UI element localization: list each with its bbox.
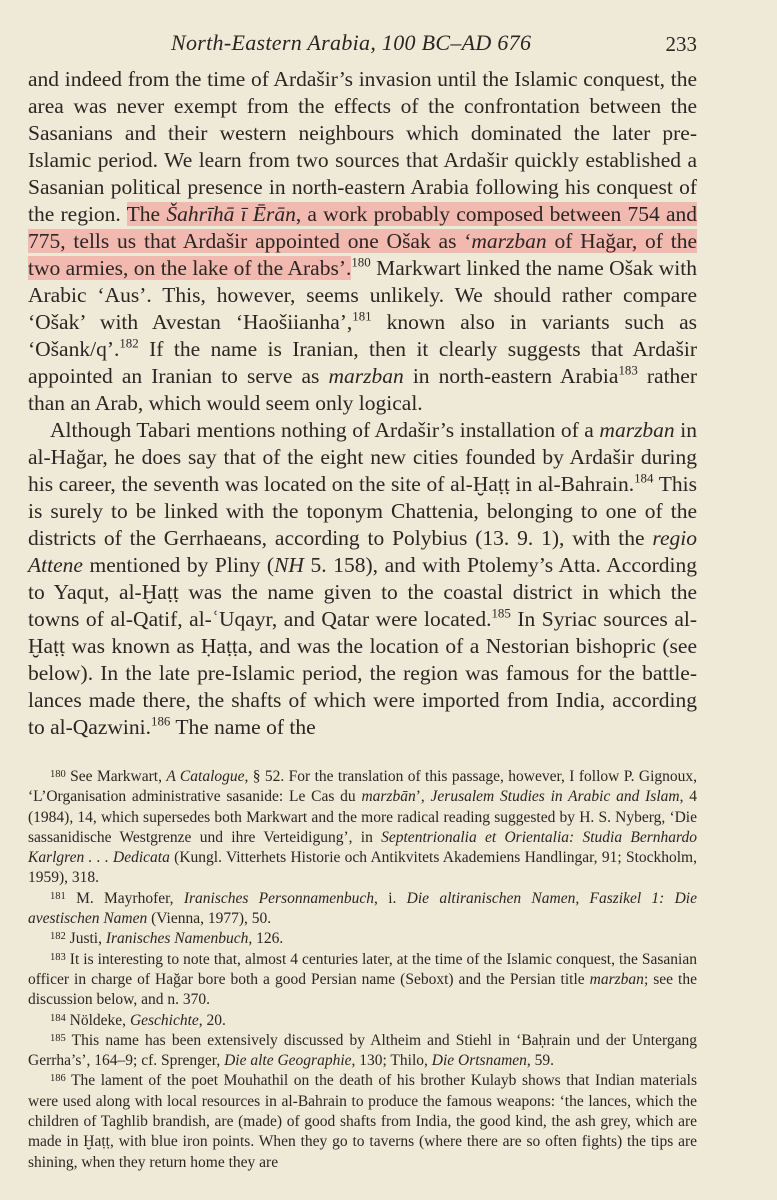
text-run: The name of the — [170, 715, 316, 739]
footnote-182 — [28, 929, 697, 949]
text-run: This is surely to be linked with the toponym Chattenia, belonging to one of the districts of the Gerrhaeans, according to Polybius (13. 9. 1), with the — [28, 472, 697, 550]
italic-title: Die Ortsnamen — [431, 1052, 527, 1070]
text-run: If the name is Iranian, then it clearly suggests that Ardašir appointed an Iranian to serve as — [28, 337, 697, 388]
text-run: Nöldeke, — [65, 1011, 130, 1029]
text-run: of Hağar, of the two armies, on the lake of the Arabs’. — [28, 229, 697, 280]
footnote-ref-181: 181 — [352, 309, 372, 324]
footnote-number: 185 — [50, 1032, 66, 1044]
italic-title: Septentrionalia et Orientalia: Studia Bernhardo Karlgren . . . Dedicata — [28, 828, 697, 867]
text-run: , i. — [374, 889, 407, 907]
text-run: (Vienna, 1977), 50. — [147, 910, 272, 928]
text-run: In Syriac sources al-Ḫaṭṭ was known as Ḥaṭṭa, and was the location of a Nestorian bishopric (see below). In the late pre-Islamic period, the region was famous for the battle-lances made there, the shafts of which were imported from India, according to al-Qazwini. — [28, 607, 697, 739]
text-run: in al-Hağar, he does say that of the eight new cities founded by Ardašir during his career, the seventh was located on the site of al-Ḫaṭṭ in al-Bahrain. — [28, 418, 697, 496]
italic-term: regio Attene — [28, 526, 697, 577]
text-run: See Markwart, — [65, 768, 167, 785]
text-run: , 126. — [248, 930, 284, 948]
text-run: , 4 (1984), 14, which supersedes both Markwart and the more radical reading suggested by H. S. Nyberg, ‘Die sassanidische Westgrenze und ihre Verteidigung’, in — [28, 788, 697, 846]
italic-term: marzban — [471, 229, 547, 253]
footnote-ref-186: 186 — [151, 714, 171, 729]
text-run: This name has been extensively discussed by Altheim and Stiehl in ‘Baḥrain und der Untergang Gerrha’s’, 164–9; cf. Sprenger, — [28, 1031, 697, 1070]
italic-title: Die alte Geographie — [224, 1052, 352, 1070]
footnote-number: 182 — [50, 931, 66, 943]
footnote-number: 186 — [50, 1073, 66, 1085]
text-run: mentioned by Pliny ( — [82, 553, 275, 577]
italic-title: Šahrīhā ī Ērān — [166, 202, 296, 226]
footnote-number: 180 — [50, 768, 66, 780]
text-run: known also in variants such as ‘Ošank/q’. — [28, 310, 698, 361]
body-text — [28, 66, 697, 741]
running-head: North-Eastern Arabia, 100 BC–AD 676 — [171, 30, 532, 55]
text-run: , 130; Thilo, — [351, 1052, 432, 1070]
footnote-number: 181 — [50, 890, 66, 902]
italic-term: marzban — [589, 970, 644, 988]
footnote-number: 183 — [50, 951, 66, 963]
paragraph-1 — [28, 66, 697, 417]
footnote-ref-182: 182 — [119, 336, 139, 351]
text-run: and indeed from the time of Ardašir’s invasion until the Islamic conquest, the area was never exempt from the effects of the confrontation between the Sasanians and their western neighbours which dominated the later pre-Islamic period. We learn from two sources that Ardašir quickly established a Sasanian political presence in north-eastern Arabia following his conquest of the region. — [28, 67, 697, 226]
footnote-ref-184: 184 — [634, 471, 654, 486]
page-header — [28, 30, 697, 62]
page-number: 233 — [665, 32, 697, 56]
footnote-186 — [28, 1071, 697, 1172]
italic-term: marzban — [599, 418, 675, 442]
text-run: 5. 158), and with Ptolemy’s Atta. According to Yaqut, al-Ḫaṭṭ was the name given to the coastal district in which the towns of al-Qatif, al-ʿUqayr, and Qatar were located. — [28, 553, 697, 631]
italic-term: marzban — [328, 364, 404, 388]
text-run: , 20. — [198, 1011, 226, 1029]
footnotes — [28, 767, 697, 1173]
italic-title: Geschichte — [129, 1011, 199, 1029]
footnote-ref-180: 180 — [351, 255, 371, 270]
text-run: , a work probably composed between 754 and 775, tells us that Ardašir appointed one Ošak as ‘ — [28, 202, 697, 253]
text-run: Markwart linked the name Ošak with Arabic ‘Aus’. This, however, seems unlikely. We should rather compare ‘Ošak’ with Avestan ‘Haošiianha’, — [28, 256, 697, 334]
italic-term: NH — [274, 553, 304, 577]
footnote-184 — [28, 1011, 697, 1031]
text-run: M. Mayrhofer, — [65, 889, 184, 907]
text-run: The lament of the poet Mouhathil on the death of his brother Kulayb shows that Indian materials were used along with local resources in al-Bahrain to produce the famous weapons: ‘the lances, which the children of Taghlib brandish, are (made) of good shafts from India, the good kind, the ash grey, which are made in Ḫaṭṭ, with blue iron points. When they go to taverns (where there are so often fights) the tips are shining, when they return home they are — [28, 1072, 697, 1171]
italic-title: Die altiranischen Namen, Faszikel 1: Die avestischen Namen — [28, 889, 697, 928]
italic-title: Iranisches Namenbuch — [105, 930, 249, 948]
text-run: ’, — [415, 788, 431, 806]
text-run: in north-eastern Arabia — [403, 364, 619, 388]
paragraph-2 — [28, 417, 697, 741]
footnote-ref-185: 185 — [491, 606, 511, 621]
text-run: rather than an Arab, which would seem only logical. — [28, 364, 698, 415]
text-run: (Kungl. Vitterhets Historie och Antikvitets Akademiens Handlingar, 91; Stockholm, 1959), 318. — [28, 849, 697, 887]
footnote-181 — [28, 889, 697, 930]
footnote-185 — [28, 1031, 697, 1072]
text-run: Although Tabari mentions nothing of Ardašir’s installation of a — [50, 418, 600, 442]
italic-term: marzbān — [361, 788, 416, 806]
italic-title: Iranisches Personnamenbuch — [183, 889, 375, 907]
italic-title: A Catalogue — [166, 768, 245, 785]
text-run: , § 52. For the translation of this passage, however, I follow P. Gignoux, ‘L’Organisation administrative sasanide: Le Cas du — [28, 768, 698, 806]
footnote-ref-183: 183 — [618, 363, 638, 378]
text-run: ; see the discussion below, and n. 370. — [28, 970, 697, 1009]
footnote-183 — [28, 950, 697, 1011]
text-run: Justi, — [65, 930, 106, 948]
text-run: It is interesting to note that, almost 4 centuries later, at the time of the Islamic conquest, the Sasanian officer in charge of Hağar bore both a good Persian name (Seboxt) and the Persian title — [28, 950, 697, 988]
text-run: , 59. — [526, 1052, 555, 1070]
italic-title: Jerusalem Studies in Arabic and Islam — [430, 788, 680, 806]
footnote-180 — [28, 767, 697, 889]
footnote-number: 184 — [50, 1012, 66, 1024]
text-run: The — [126, 202, 161, 226]
